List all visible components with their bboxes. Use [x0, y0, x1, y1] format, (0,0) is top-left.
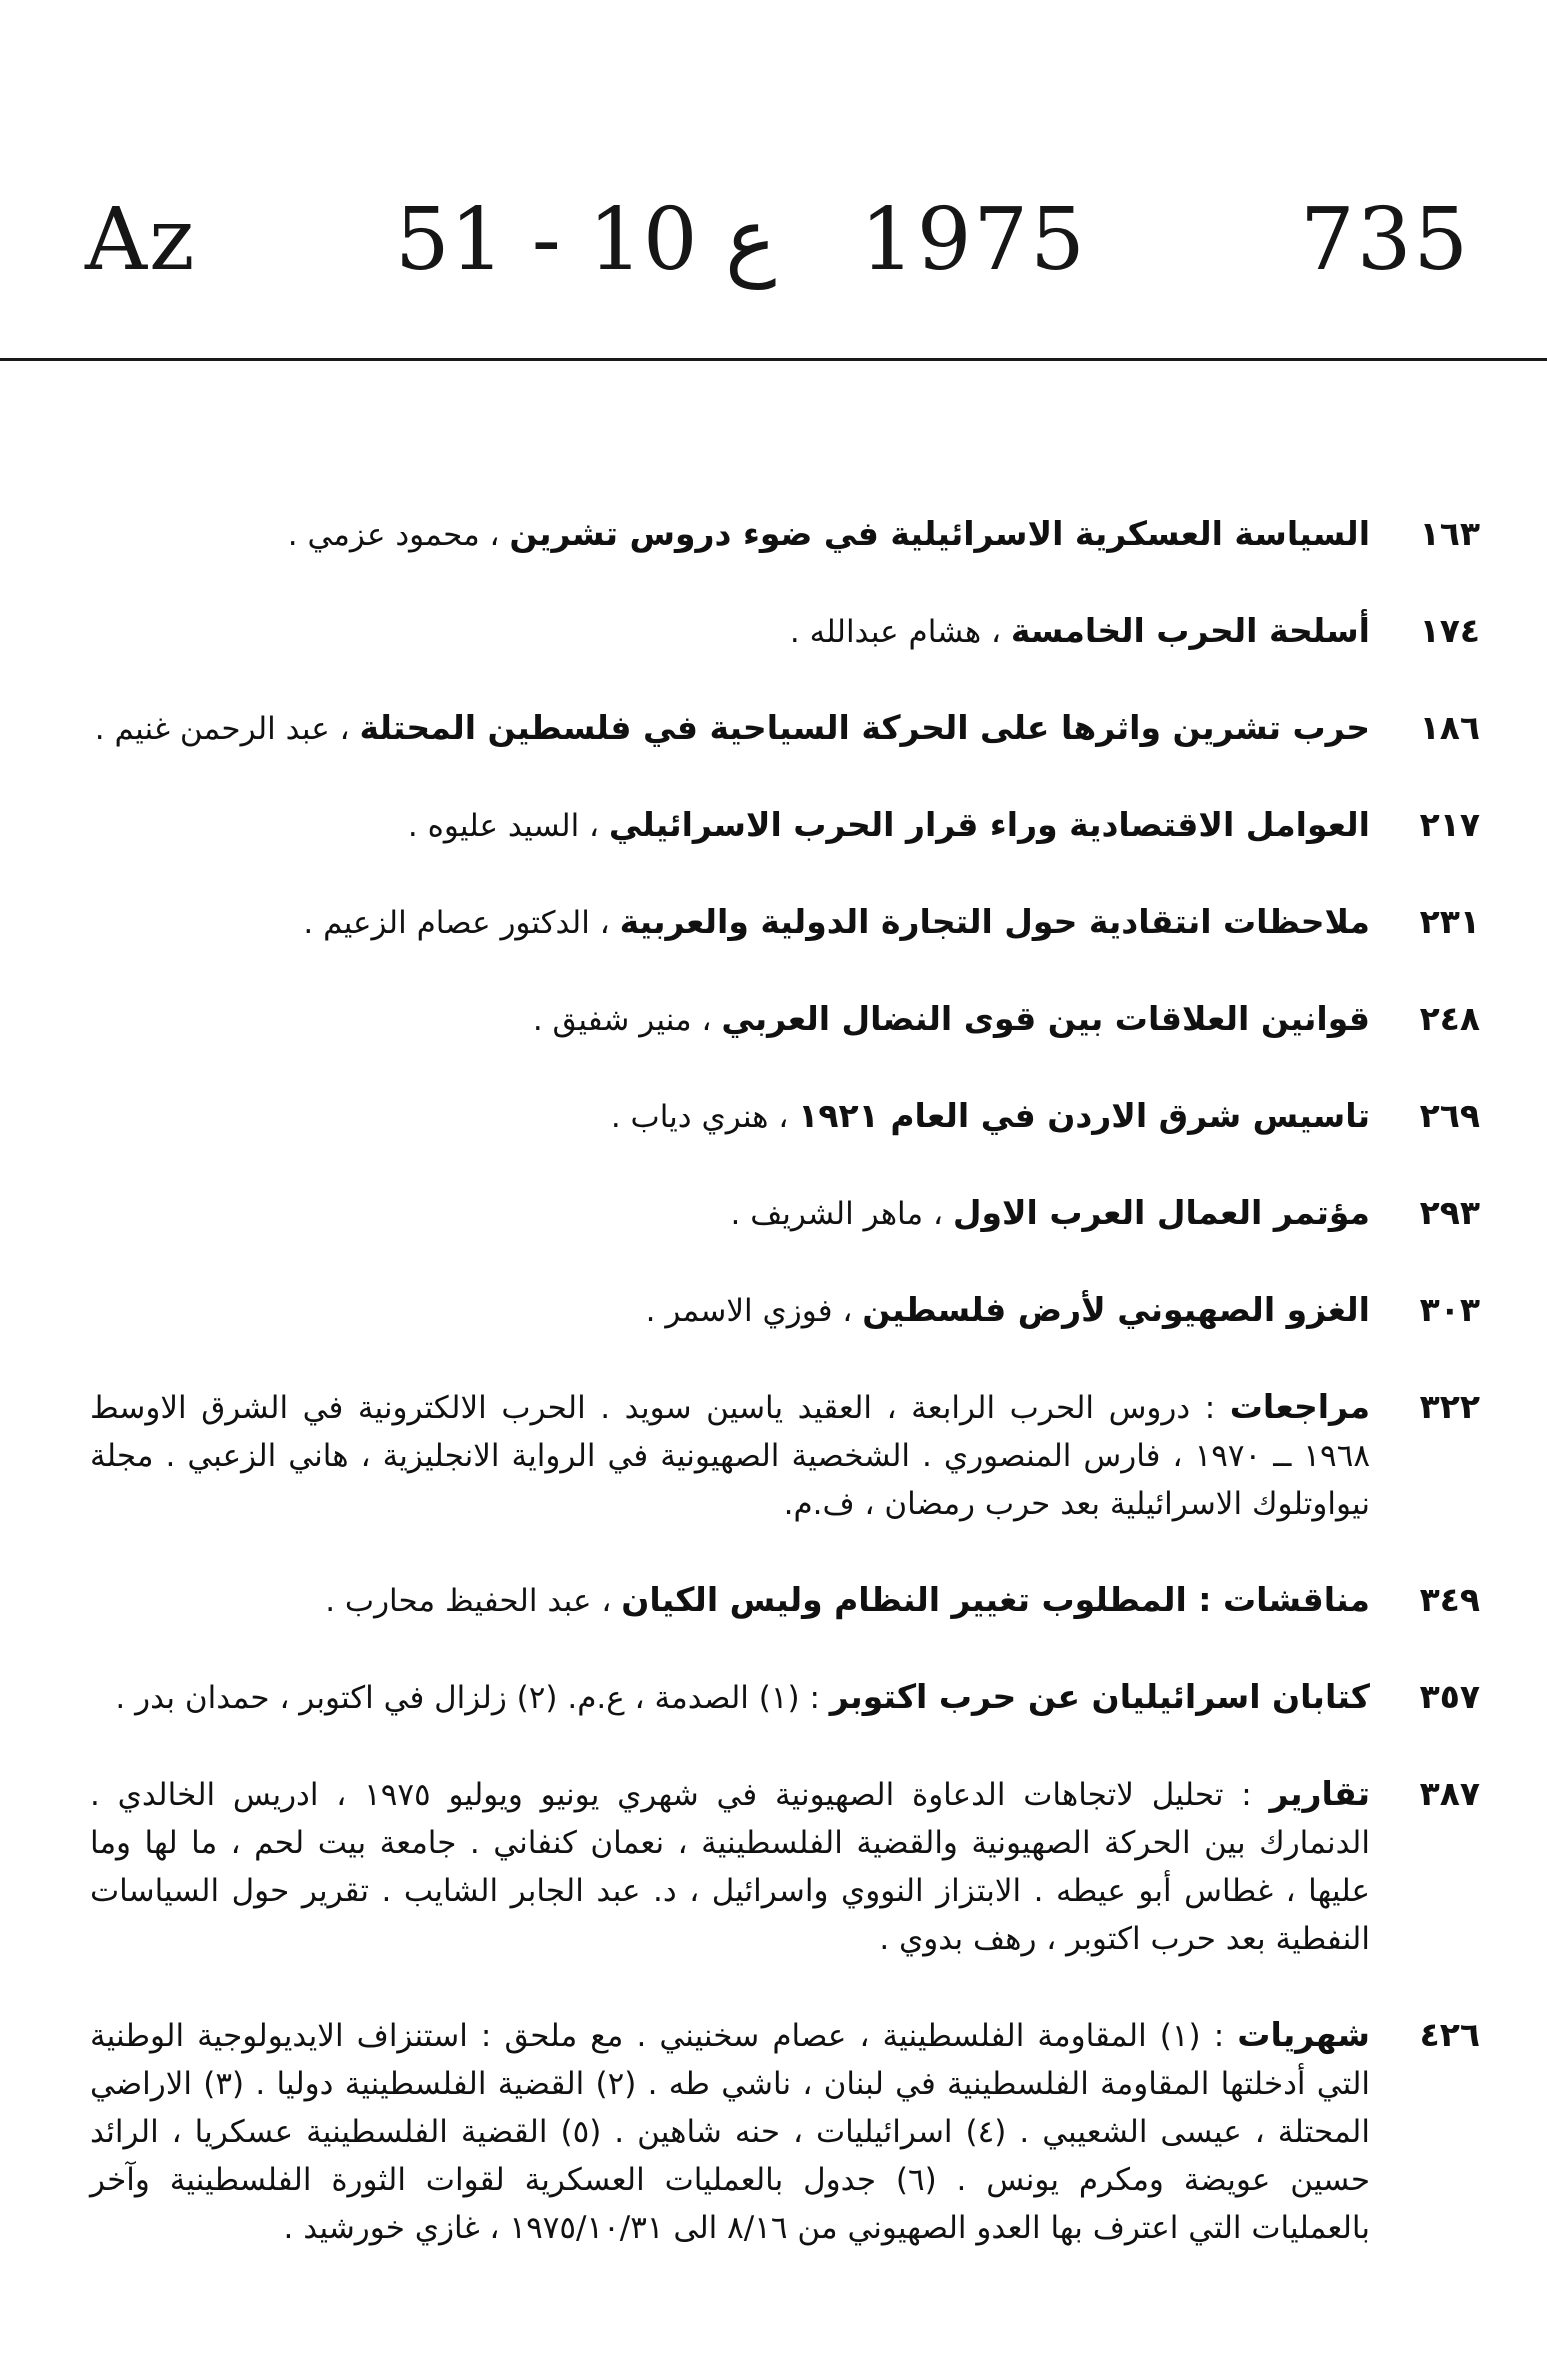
toc-entry [90, 1383, 1480, 1528]
entry-separator: ، [981, 614, 1011, 650]
entry-title: حرب تشرين واثرها على الحركة السياحية في فلسطين المحتلة [359, 708, 1370, 747]
page-number: ٢٩٣ [1419, 1193, 1480, 1232]
entry-separator: ، [589, 905, 620, 941]
handwritten-ref: Az [85, 190, 197, 290]
entry-author: فوزي الاسمر . [645, 1293, 833, 1329]
entry-title: شهريات [1237, 2015, 1370, 2054]
entry-separator: ، [479, 517, 510, 553]
entry-text [90, 510, 1370, 559]
entry-author: عبد الحفيظ محارب . [325, 1583, 592, 1619]
handwritten-year: 1975 [860, 190, 1087, 290]
toc-entry [90, 1770, 1480, 1963]
toc-entry [90, 995, 1480, 1044]
entry-text [90, 995, 1370, 1044]
toc-entry [90, 607, 1480, 656]
entry-text [90, 1383, 1370, 1528]
entry-author: هنري دياب . [610, 1099, 769, 1135]
page-number: ٣٨٧ [1419, 1774, 1480, 1813]
entry-title: الغزو الصهيوني لأرض فلسطين [862, 1290, 1370, 1329]
entry-text [90, 2011, 1370, 2252]
entry-author: هشام عبدالله . [789, 614, 982, 650]
entry-title: تقارير [1269, 1774, 1370, 1813]
entry-text [90, 801, 1370, 850]
entry-text [90, 1286, 1370, 1335]
entry-separator: ، [579, 808, 609, 844]
handwritten-page: 735 [1300, 190, 1471, 290]
entry-text [90, 898, 1370, 947]
entry-separator: : [1223, 1777, 1270, 1813]
entry-title: مراجعات [1229, 1387, 1370, 1426]
page-number: ٢٦٩ [1419, 1096, 1480, 1135]
toc-entry [90, 801, 1480, 850]
entry-author: الدكتور عصام الزعيم . [303, 905, 590, 941]
entry-text [90, 607, 1370, 656]
entry-author: محمود عزمي . [287, 517, 480, 553]
toc-entry [90, 1092, 1480, 1141]
page-number: ٢٤٨ [1419, 999, 1480, 1038]
toc-entry [90, 1576, 1480, 1625]
entry-separator: ، [329, 711, 360, 747]
entry-body: تحليل لاتجاهات الدعاوة الصهيونية في شهري يونيو ويوليو ١٩٧٥ ، ادريس الخالدي . الدنمارك بين الحركة الصهيونية والقضية الفلسطينية ، نعمان كنفاني . جامعة بيت لحم ، ما لها وما عليها ، غطاس أبو عيطه . الابتزاز النووي واسرائيل ، د. عبد الجابر الشايب . تقرير حول السياسات النفطية بعد حرب اكتوبر ، رهف بدوي . [90, 1777, 1370, 1957]
entry-author: السيد عليوه . [407, 808, 580, 844]
entry-text [90, 1770, 1370, 1963]
entry-title: العوامل الاقتصادية وراء قرار الحرب الاسرائيلي [608, 805, 1370, 844]
entry-text [90, 1673, 1370, 1722]
page-number: ٢١٧ [1419, 805, 1480, 844]
entry-separator: ، [691, 1002, 722, 1038]
entry-author: ماهر الشريف . [730, 1196, 924, 1232]
page-number: ٣٠٣ [1419, 1290, 1480, 1329]
entry-separator: : [1190, 1390, 1230, 1426]
entry-title: السياسة العسكرية الاسرائيلية في ضوء دروس تشرين [509, 514, 1370, 553]
entry-title: أسلحة الحرب الخامسة [1010, 611, 1370, 650]
toc-entry [90, 898, 1480, 947]
entry-body: (١) الصدمة ، ع.م. (٢) زلزال في اكتوبر ، حمدان بدر . [115, 1680, 800, 1716]
entry-text [90, 704, 1370, 753]
entry-separator: ، [832, 1293, 863, 1329]
handwritten-issue: 51 - 10 ع [395, 190, 777, 290]
entry-body: دروس الحرب الرابعة ، العقيد ياسين سويد . الحرب الالكترونية في الشرق الاوسط ١٩٦٨ ــ ١٩٧٠ ، فارس المنصوري . الشخصية الصهيونية في الرواية الانجليزية ، هاني الزعبي . مجلة نيواوتلوك الاسرائيلية بعد حرب رمضان ، ف.م. [90, 1390, 1370, 1522]
toc-entry [90, 510, 1480, 559]
entry-text [90, 1092, 1370, 1141]
entry-title: كتابان اسرائيليان عن حرب اكتوبر [829, 1677, 1370, 1716]
table-of-contents [90, 510, 1480, 2300]
entry-separator: ، [591, 1583, 622, 1619]
page-number: ١٧٤ [1419, 611, 1480, 650]
entry-title: قوانين العلاقات بين قوى النضال العربي [721, 999, 1370, 1038]
page-number: ٣٥٧ [1419, 1677, 1480, 1716]
entry-separator: ، [768, 1099, 799, 1135]
toc-entry [90, 1673, 1480, 1722]
entry-body: (١) المقاومة الفلسطينية ، عصام سخنيني . مع ملحق : استنزاف الايديولوجية الوطنية التي أدخلتها المقاومة الفلسطينية في لبنان ، ناشي طه . (٢) القضية الفلسطينية دوليا . (٣) الاراضي المحتلة ، عيسى الشعيبي . (٤) اسرائيليات ، حنه شاهين . (٥) القضية الفلسطينية عسكريا ، الرائد حسين عويضة ومكرم يونس . (٦) جدول بالعمليات العسكرية لقوات الثورة الفلسطينية وآخر بالعمليات التي اعترف بها العدو الصهيوني من ٨/١٦ الى ١٩٧٥/١٠/٣١ ، غازي خورشيد . [90, 2018, 1371, 2246]
entry-title: تاسيس شرق الاردن في العام ١٩٢١ [798, 1096, 1370, 1135]
header-rule [0, 358, 1547, 361]
page-number: ٣٤٩ [1419, 1580, 1480, 1619]
page-number: ١٨٦ [1419, 708, 1480, 747]
page-number: ١٦٣ [1419, 514, 1480, 553]
entry-text [90, 1189, 1370, 1238]
toc-entry [90, 1189, 1480, 1238]
page-number: ٤٢٦ [1419, 2015, 1480, 2054]
entry-title: مؤتمر العمال العرب الاول [952, 1193, 1370, 1232]
toc-entry [90, 2011, 1480, 2252]
toc-entry [90, 1286, 1480, 1335]
entry-title: ملاحظات انتقادية حول التجارة الدولية والعربية [619, 902, 1370, 941]
entry-separator: : [799, 1680, 830, 1716]
entry-separator: : [1200, 2018, 1238, 2054]
entry-author: منير شفيق . [532, 1002, 692, 1038]
toc-entry [90, 704, 1480, 753]
entry-author: عبد الرحمن غنيم . [94, 711, 330, 747]
entry-separator: ، [923, 1196, 953, 1232]
entry-text [90, 1576, 1370, 1625]
entry-title: مناقشات : المطلوب تغيير النظام وليس الكيان [621, 1580, 1370, 1619]
page-number: ٢٣١ [1419, 902, 1480, 941]
page-number: ٣٢٢ [1419, 1387, 1480, 1426]
